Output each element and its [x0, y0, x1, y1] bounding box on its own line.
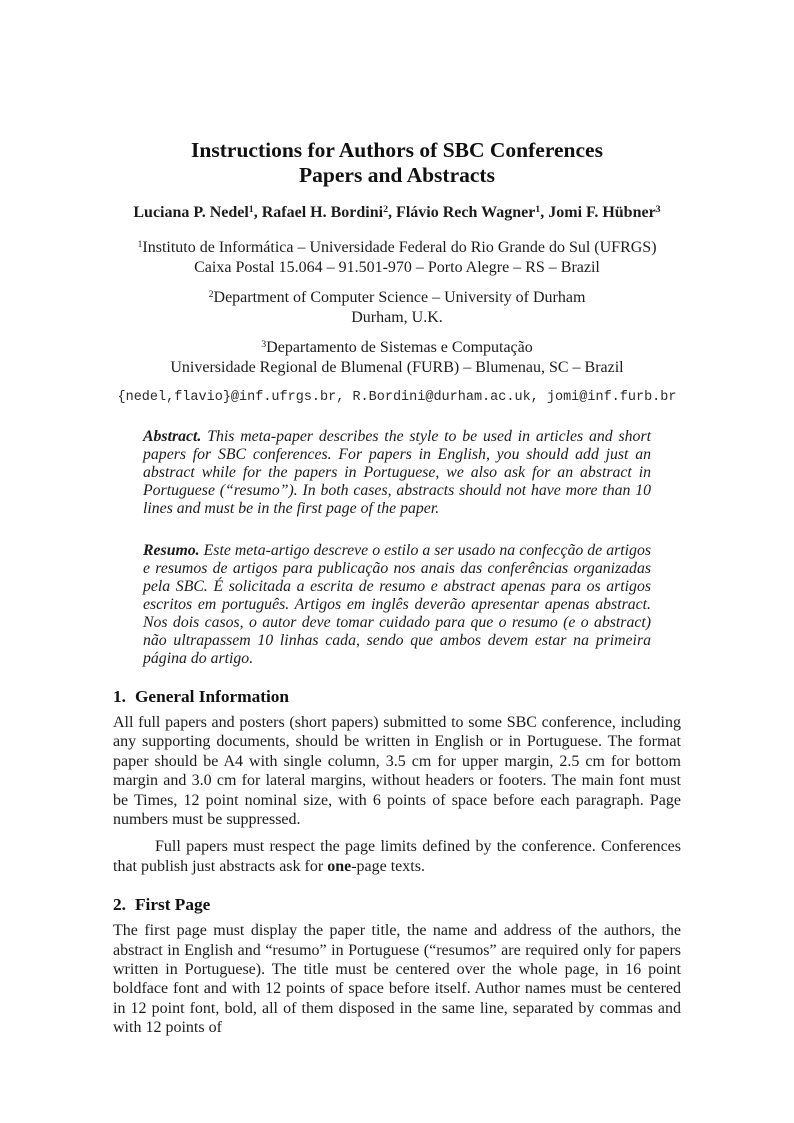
author-3: Flávio Rech Wagner$^1$,: [396, 204, 549, 221]
affiliation-3: [113, 338, 681, 378]
abstract-label: Abstract.: [143, 428, 202, 445]
paragraph-first-page-1: The first page must display the paper title, the name and address of the authors, the abstract in English and “resumo” in Portuguese (“resumos” are required only for papers written in Portuguese). The title must be centered over the whole page, in 16 point boldface font and with 12 points of space before itself. Author names must be centered in 12 point font, bold, all of them disposed in the same line, separated by commas and with 12 points of: [113, 922, 681, 1037]
section-number: 2.: [113, 895, 126, 915]
section-title: First Page: [134, 895, 211, 915]
paragraph-general-information-1: All full papers and posters (short papers) submitted to some SBC conference, including any supporting documents, should be written in English or in Portuguese. The format paper should be A4 with single column, 3.5 cm for upper margin, 2.5 cm for bottom margin and 3.0 cm for lateral margins, without headers or footers. The main font must be Times, 12 point nominal size, with 6 points of space before each paragraph. Page numbers must be suppressed.: [113, 714, 681, 829]
author-line: [113, 204, 681, 222]
affiliation-2: [113, 288, 681, 328]
section-heading-first-page: [113, 894, 681, 915]
author-emails: {nedel,flavio}@inf.ufrgs.br, R.Bordini@durham.ac.uk, jomi@inf.furb.br: [117, 390, 677, 405]
author-1: Luciana P. Nedel$^1$,: [133, 204, 262, 221]
paper-title: [113, 138, 681, 188]
affiliation-3-line2: Universidade Regional de Blumenal (FURB) – Blumenau, SC – Brazil: [170, 359, 624, 376]
paper-title-line2: Papers and Abstracts: [299, 163, 495, 187]
affiliation-1-line2: Caixa Postal 15.064 – 91.501-970 – Porto Alegre – RS – Brazil: [194, 259, 600, 276]
section-heading-general-information: [113, 686, 681, 707]
abstract: [143, 428, 651, 518]
resumo-text: Este meta-artigo descreve o estilo a ser usado na confecção de artigos e resumos de artigos para publicação nos anais das conferências organizadas pela SBC. É solicitada a escrita de resumo e abstract apenas para os artigos escritos em português. Artigos em inglês deverão apresentar apenas abstract. Nos dois casos, o autor deve tomar cuidado para que o resumo (e o abstract) não ultrapassem 10 linhas cada, sendo que ambos devem estar na primeira página do artigo.: [143, 542, 651, 667]
author-2: Rafael H. Bordini$^2$,: [261, 204, 397, 221]
author-3-affiliation-marker: 1: [535, 204, 541, 216]
affiliation-3-line1: $^3$Departamento de Sistemas e Computação: [261, 339, 533, 356]
affiliation-3-marker: 3: [261, 339, 267, 351]
section-number: 1.: [113, 687, 126, 706]
author-4-affiliation-marker: 3: [655, 204, 661, 216]
paragraph-general-information-2: Full papers must respect the page limits defined by the conference. Conferences that publish just abstracts ask for one-page texts.: [113, 838, 681, 875]
abstract-text: This meta-paper describes the style to be used in articles and short papers for SBC conferences. For papers in English, you should add just an abstract while for the papers in Portuguese, we also ask for an abstract in Portuguese (“resumo”). In both cases, abstracts should not have more than 10 lines and must be in the first page of the paper.: [143, 428, 651, 517]
bold-word: one: [327, 857, 352, 875]
affiliation-2-line1: $^2$Department of Computer Science – University of Durham: [208, 289, 586, 306]
affiliation-2-marker: 2: [208, 289, 214, 301]
affiliation-2-line2: Durham, U.K.: [351, 309, 443, 326]
resumo: [143, 542, 651, 668]
section-title: General Information: [134, 687, 290, 706]
affiliation-1: [113, 238, 681, 278]
author-1-affiliation-marker: 1: [248, 204, 254, 216]
author-2-affiliation-marker: 2: [383, 204, 389, 216]
affiliation-1-marker: 1: [137, 239, 143, 251]
author-4: Jomi F. Hübner$^3$: [548, 204, 661, 221]
affiliation-1-line1: $^1$Instituto de Informática – Universidade Federal do Rio Grande do Sul (UFRGS): [137, 239, 657, 256]
resumo-label: Resumo.: [143, 542, 200, 559]
paper-title-line1: Instructions for Authors of SBC Conferences: [191, 138, 603, 162]
